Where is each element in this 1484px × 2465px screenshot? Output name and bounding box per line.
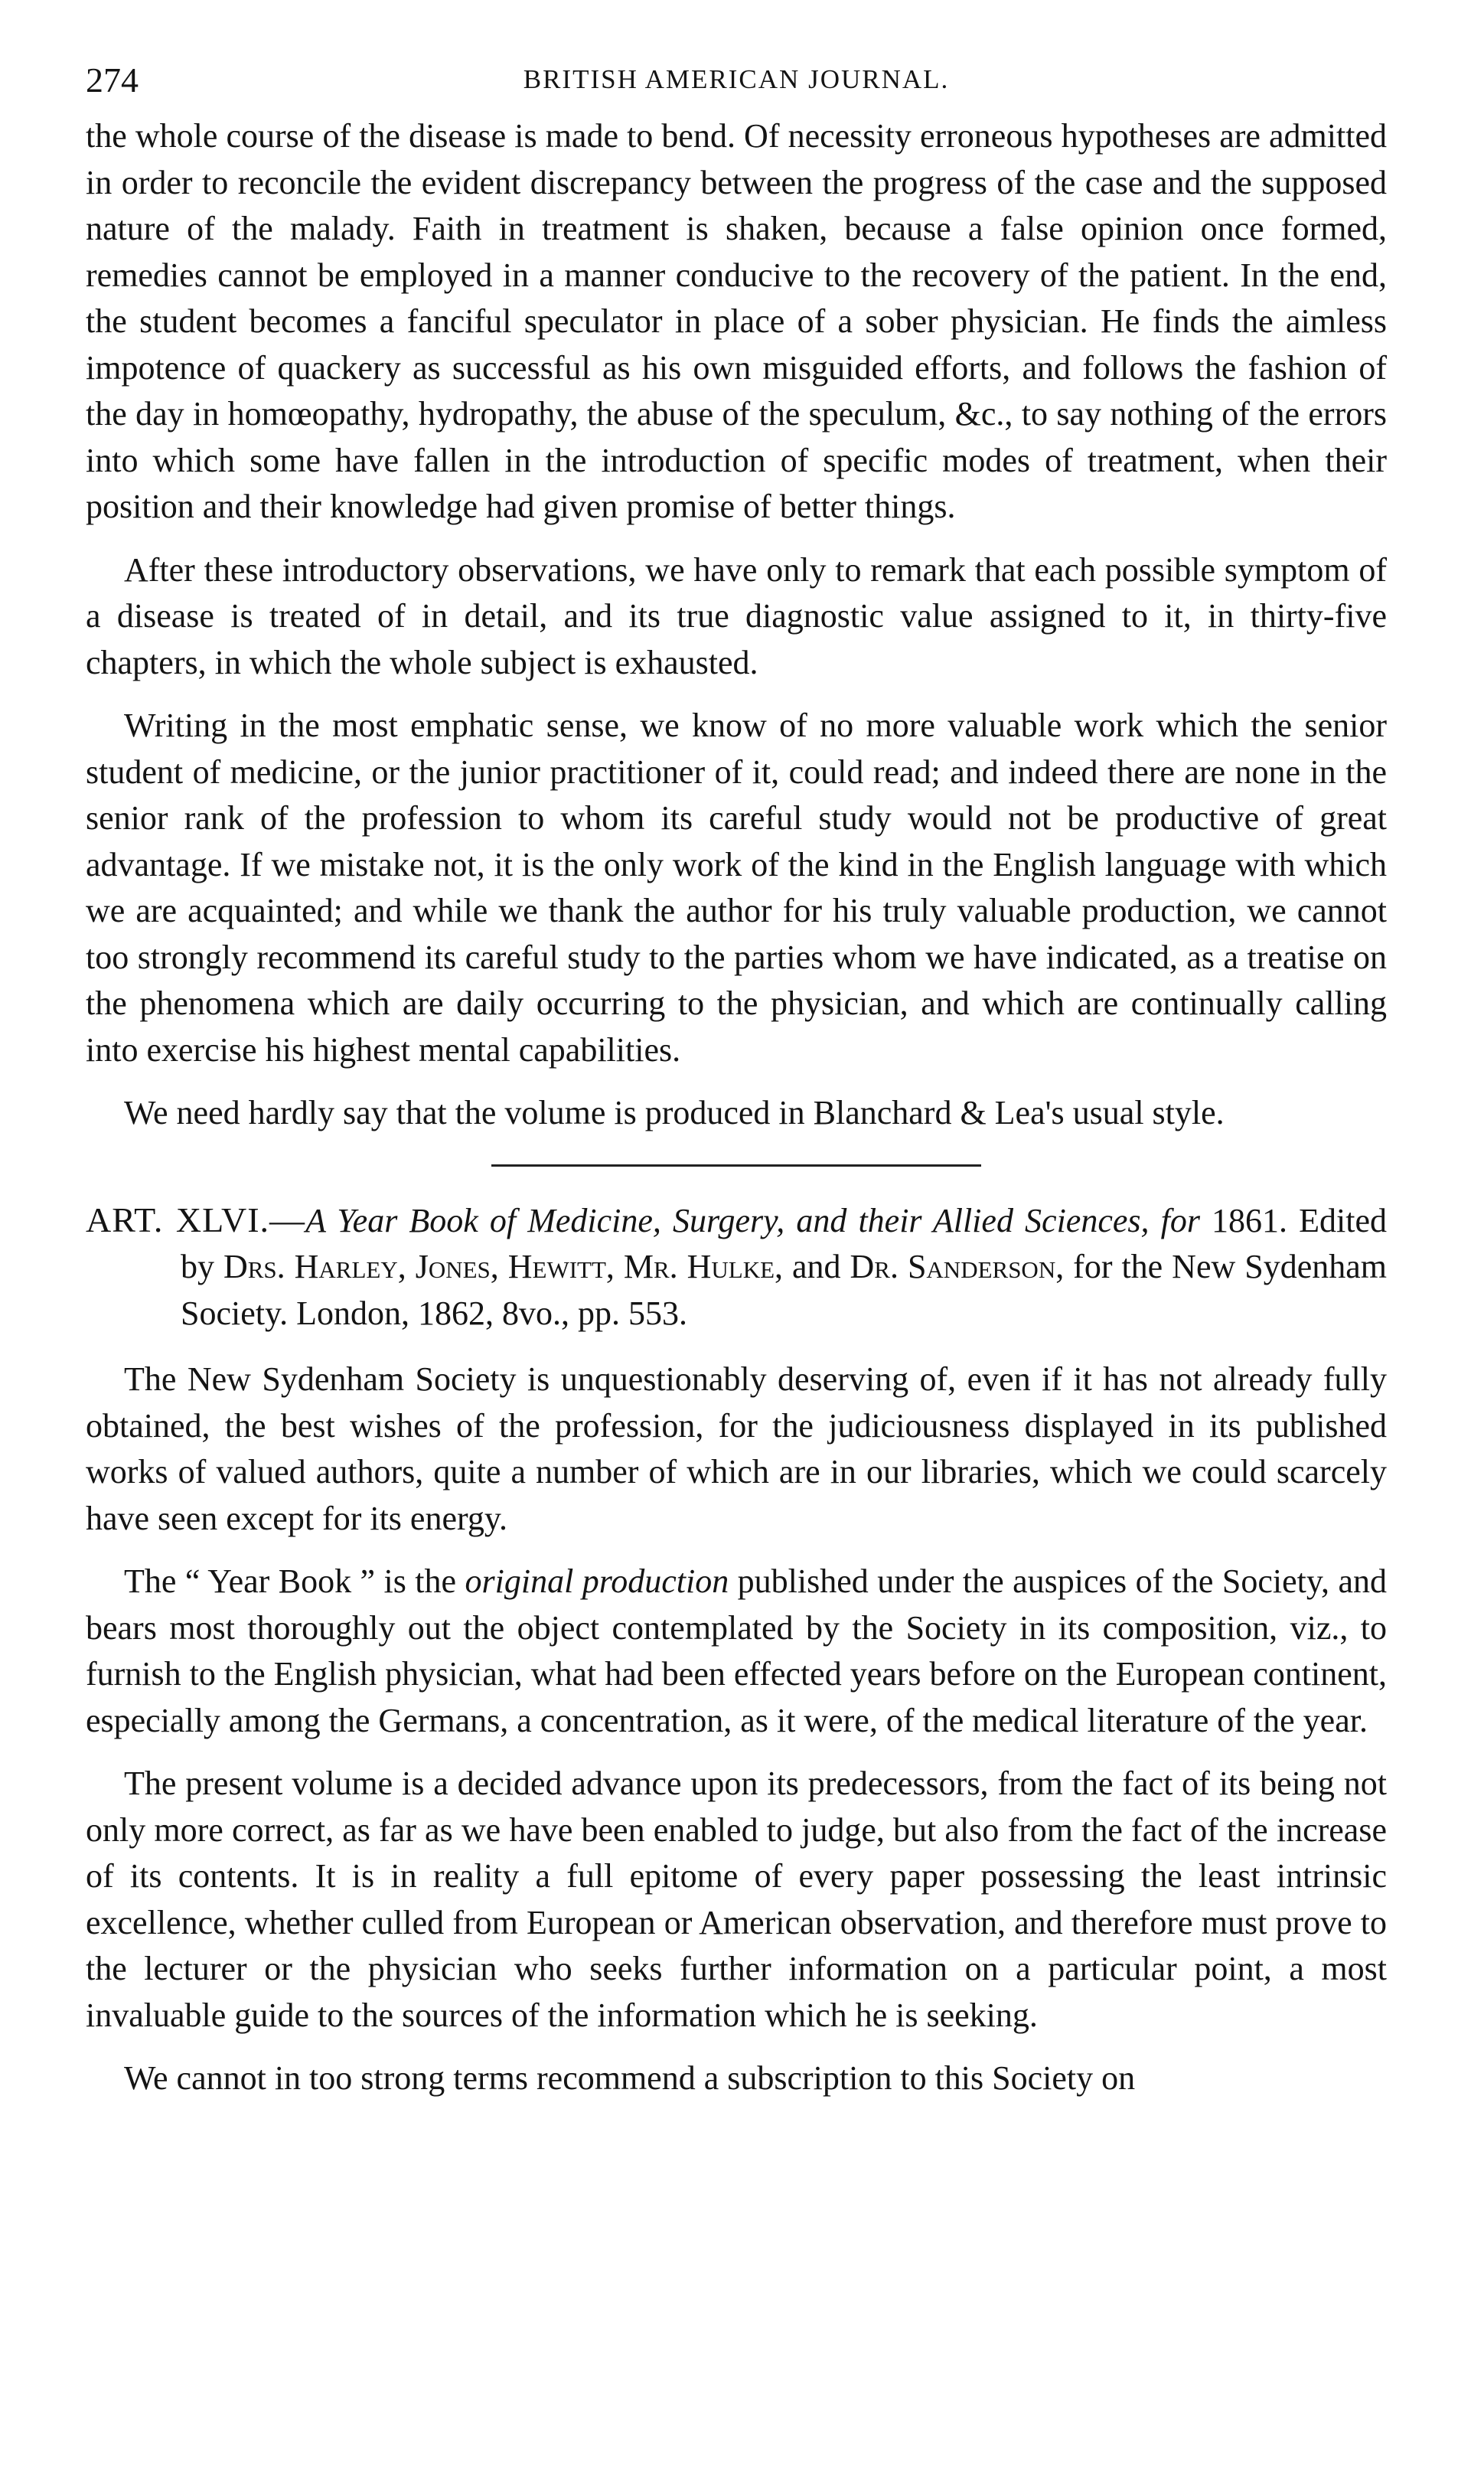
article-editor-sanderson: Dr. Sanderson, (850, 1248, 1065, 1285)
article-paragraph-1: The New Sydenham Society is unquestionably deserving of, even if it has not already fully obtained, the best wishes of the profession, for the judiciousness displayed in its published works of valued authors, quite a number of which are in our libraries, which we could scarcely have seen except for its energy. (86, 1360, 1387, 1537)
review-paragraph-2: After these introductory observations, we have only to remark that each possible symptom of a disease is treated of in detail, and its true diagnostic value assigned to it, in thirty-five chapters, in which the whole subject is exhausted. (86, 550, 1387, 681)
article-paragraph-4: We cannot in too strong terms recommend a subscription to this Society on (124, 2059, 1136, 2097)
journal-title: BRITISH AMERICAN JOURNAL. (523, 64, 950, 94)
review-paragraph-3: Writing in the most emphatic sense, we know of no more valuable work which the senior student of medicine, or the junior practitioner of it, could read; and indeed there are none in the senior rank of the profession to whom its careful study would not be productive of great advantage. If we mistake not, it is the only work of the kind in the English language with which we are acquainted; and while we thank the author for his truly valuable production, we cannot too strongly recommend its careful study to the parties whom we have indicated, as a treatise on the phenomena which are daily occurring to the physician, and which are continually calling into exercise his highest mental capabilities. (86, 707, 1387, 1069)
p2-start: The “ Year Book ” is the (124, 1562, 465, 1600)
running-head (86, 60, 1387, 113)
journal-page (86, 60, 1387, 2102)
article-publication: for the New Sydenham Society. London, 1862, 8vo., pp. 553. (181, 1248, 1387, 1332)
p2-italic: original production (465, 1562, 729, 1600)
article-title: A Year Book of Medicine, Surgery, and their Allied Sciences, for (305, 1201, 1200, 1239)
article-year: 1861. Edited by (181, 1201, 1387, 1285)
section-divider (491, 1164, 981, 1167)
article-paragraph-2 (86, 1559, 1387, 1744)
article-label: ART. XLVI.— (86, 1200, 306, 1239)
p2-end: published under the auspices of the Society, and bears most thoroughly out the object contemplated by the Society in its composition, viz., to furnish to the English physician, what had been effected years before on the European continent, especially among the Germans, a concentration, as it were, of the medical literature of the year. (86, 1562, 1387, 1739)
review-paragraph-1: the whole course of the disease is made to bend. Of necessity erroneous hypotheses are admitted in order to reconcile the evident discrepancy between the progress of the case and the supposed nature of the malady. Faith in treatment is shaken, because a false opinion once formed, remedies cannot be employed in a manner conducive to the recovery of the patient. In the end, the student becomes a fanciful speculator in place of a sober physician. He finds the aimless impotence of quackery as successful as his own misguided efforts, and follows the fashion of the day in homœopathy, hydropathy, the abuse of the speculum, &c., to say nothing of the errors into which some have fallen in the introduction of specific modes of treatment, when their position and their knowledge had given promise of better things. (86, 117, 1387, 525)
article-paragraph-3: The present volume is a decided advance upon its predecessors, from the fact of its being not only more correct, as far as we have been enabled to judge, but also from the fact of the increase of its contents. It is in reality a full epitome of every paper possessing the least intrinsic excellence, whether culled from European or American observation, and therefore must prove to the lecturer or the physician who seeks further information on a particular point, a most invaluable guide to the sources of the information which he is seeking. (86, 1765, 1387, 2034)
article-and: and (783, 1248, 850, 1285)
review-paragraph-4: We need hardly say that the volume is produced in Blanchard & Lea's usual style. (124, 1094, 1225, 1131)
article-heading (86, 1196, 1387, 1337)
page-number: 274 (86, 60, 139, 100)
article-editors: Drs. Harley, Jones, Hewitt, Mr. Hulke, (223, 1248, 784, 1285)
